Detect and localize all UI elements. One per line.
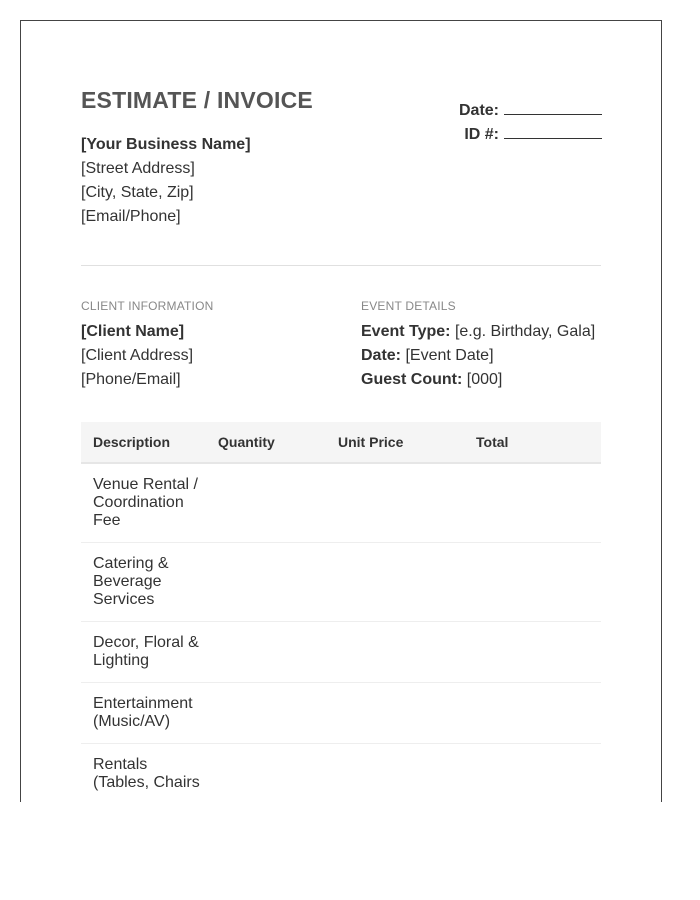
event-date-label: Date: xyxy=(361,347,402,364)
id-row xyxy=(459,124,602,148)
document-title: ESTIMATE / INVOICE xyxy=(81,87,313,113)
table-row xyxy=(81,622,601,683)
business-info xyxy=(81,133,251,229)
column-header-description: Description xyxy=(81,422,206,463)
business-street: [Street Address] xyxy=(81,160,195,177)
cell-total xyxy=(464,543,601,622)
client-address: [Client Address] xyxy=(81,347,194,364)
business-contact: [Email/Phone] xyxy=(81,208,181,225)
header-divider xyxy=(81,265,601,266)
date-label: Date: xyxy=(458,102,499,119)
client-contact: [Phone/Email] xyxy=(81,371,181,388)
cell-unit-price xyxy=(326,463,464,543)
guest-count-row xyxy=(361,368,595,392)
cell-quantity xyxy=(206,744,326,803)
cell-description: Catering & Beverage Services xyxy=(81,543,206,622)
cell-description: Decor, Floral & Lighting xyxy=(81,622,206,683)
business-name: [Your Business Name] xyxy=(81,136,251,153)
cell-unit-price xyxy=(326,744,464,803)
event-date-row xyxy=(361,344,595,368)
table-header-row xyxy=(81,422,601,463)
event-date-value: [Event Date] xyxy=(401,347,494,364)
cell-unit-price xyxy=(326,543,464,622)
guest-count-label: Guest Count: xyxy=(361,371,463,388)
event-heading: EVENT DETAILS xyxy=(361,299,456,313)
client-name: [Client Name] xyxy=(81,323,185,340)
table-row xyxy=(81,543,601,622)
document-page-clip xyxy=(20,20,662,802)
line-items-table xyxy=(81,422,601,802)
guest-count-value: [000] xyxy=(462,371,503,388)
business-city-state-zip: [City, State, Zip] xyxy=(81,184,194,201)
table-row xyxy=(81,744,601,803)
cell-unit-price xyxy=(326,622,464,683)
event-type-value: [e.g. Birthday, Gala] xyxy=(450,323,596,340)
cell-unit-price xyxy=(326,683,464,744)
client-information xyxy=(81,298,214,392)
table-row xyxy=(81,683,601,744)
cell-total xyxy=(464,744,601,803)
client-heading: CLIENT INFORMATION xyxy=(81,299,214,313)
date-row xyxy=(459,100,602,124)
id-blank-line xyxy=(504,124,602,139)
cell-description: Venue Rental / Coordination Fee xyxy=(81,463,206,543)
cell-total xyxy=(464,683,601,744)
event-details xyxy=(361,298,595,392)
table-row xyxy=(81,463,601,543)
cell-total xyxy=(464,463,601,543)
cell-quantity xyxy=(206,622,326,683)
date-blank-line xyxy=(504,100,602,115)
cell-quantity xyxy=(206,683,326,744)
event-type-label: Event Type: xyxy=(361,323,451,340)
cell-total xyxy=(464,622,601,683)
column-header-unit-price: Unit Price xyxy=(326,422,464,463)
invoice-meta xyxy=(459,100,602,148)
id-label: ID #: xyxy=(464,126,499,143)
document-page xyxy=(20,20,662,802)
cell-quantity xyxy=(206,463,326,543)
column-header-quantity: Quantity xyxy=(206,422,326,463)
cell-description: Rentals (Tables, Chairs xyxy=(81,744,206,803)
column-header-total: Total xyxy=(464,422,601,463)
event-type-row xyxy=(361,320,595,344)
cell-quantity xyxy=(206,543,326,622)
cell-description: Entertainment (Music/AV) xyxy=(81,683,206,744)
